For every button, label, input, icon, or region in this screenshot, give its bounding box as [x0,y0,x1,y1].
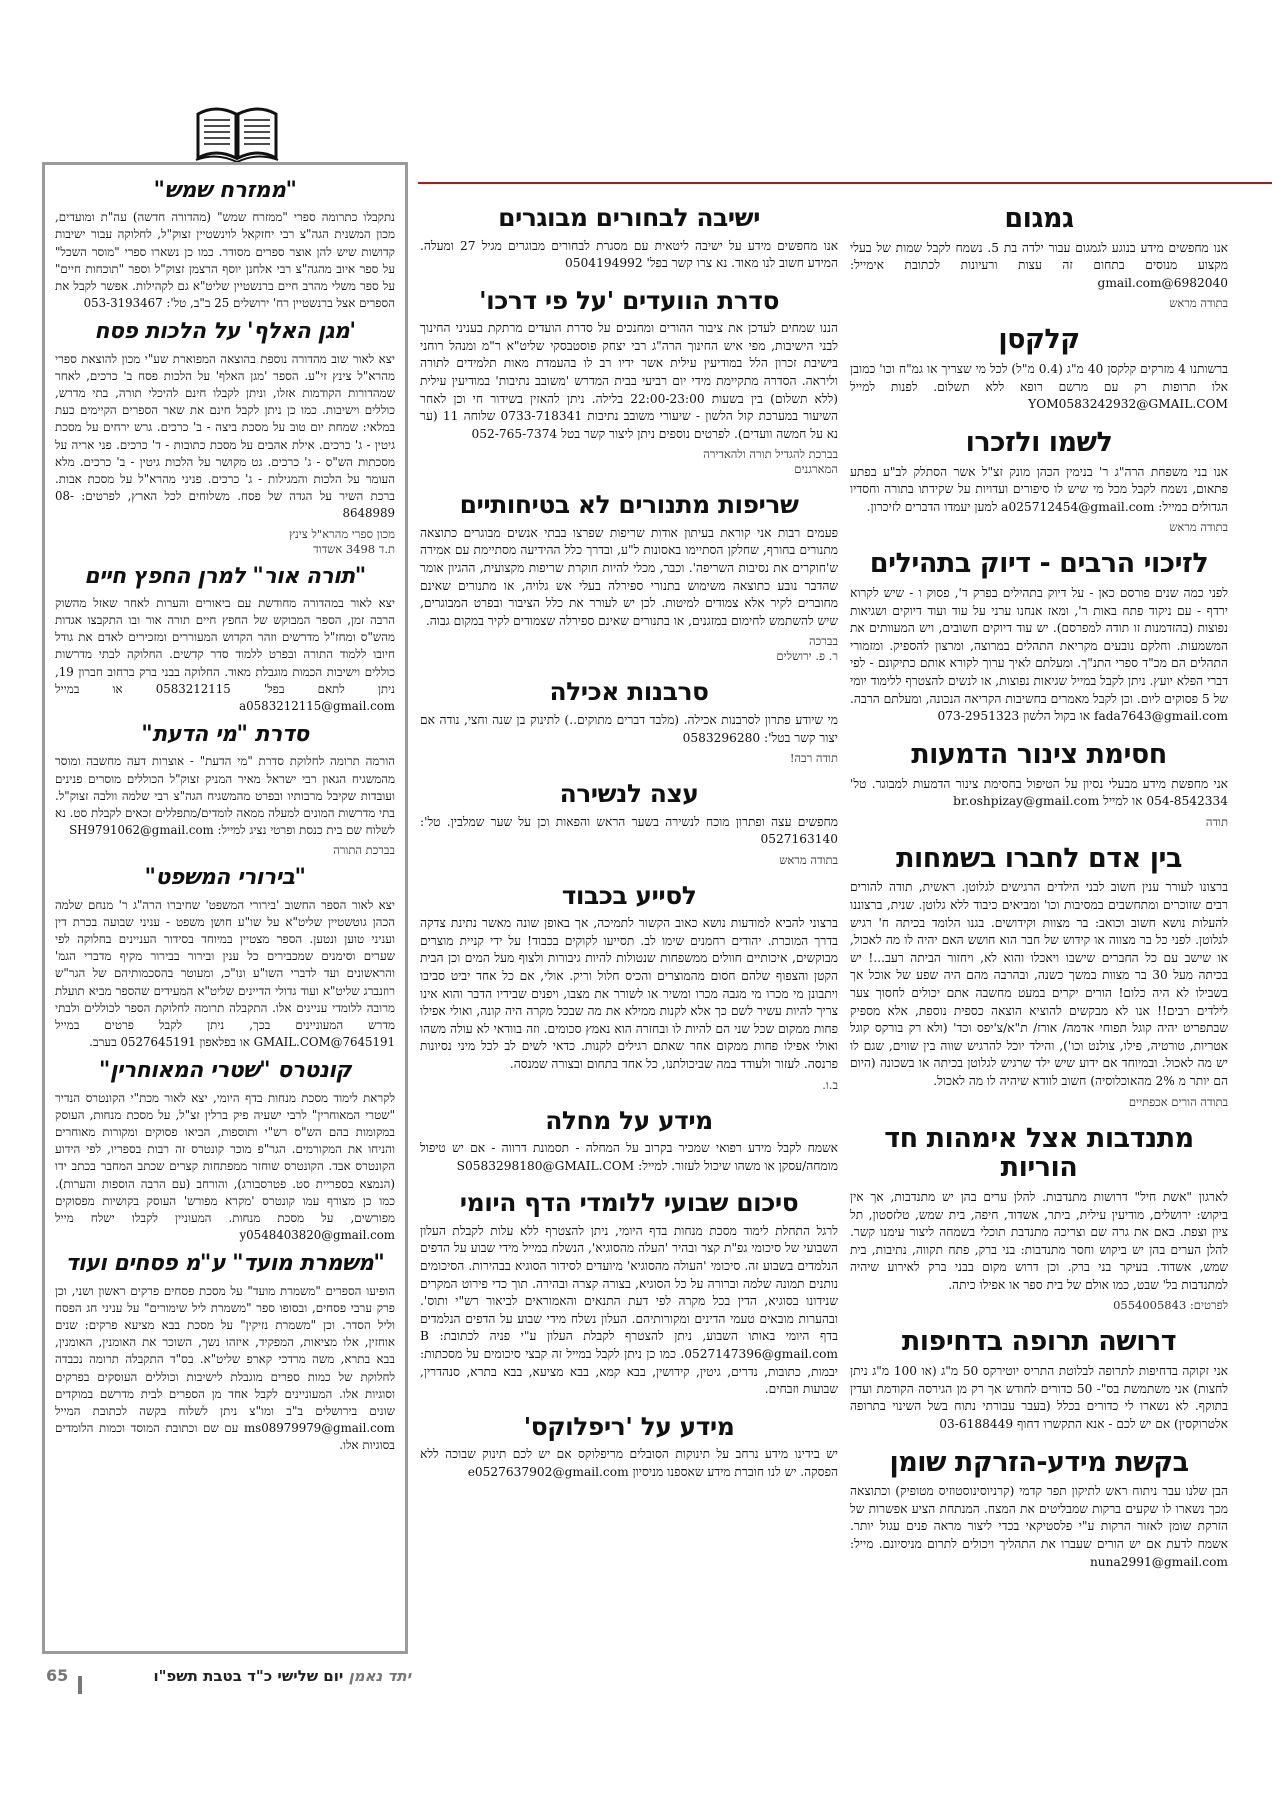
classified-ad [850,204,1228,311]
ad-body: הבן שלנו עבר ניתוח ראש לתיקון תפר קדמי (קרניוסינוסטוזיס מטופיק) וכתוצאה מכך נשארו לו שקעים ברקות שמבליטים את המצח. המנתחת הציע אפשרות של הזרקת שומן לאזור הרקות ע"י פלסטיקאי בכדי ליצור מראה פנים עגול יותר. אשמח לדעת אם יש הורים שעברו את התהליך ויכולים לתרום מניסיונם. מייל: nuna2991@gmail.com [850,1484,1228,1569]
signature-line: מכון ספרי מהרא"ל צינץ [289,526,395,541]
footer-divider [78,1676,82,1694]
classified-ad [55,866,395,1051]
ad-signature [850,520,1228,535]
classified-ad [850,740,1228,830]
right-column [850,200,1228,1680]
ad-signature [420,751,838,766]
classified-ad [55,320,395,556]
classified-ad [850,844,1228,1110]
classified-ad [420,204,838,273]
ad-title: "ממזרח שמש" [153,178,297,203]
ad-signature [420,447,838,477]
ad-title: מידע על מחלה [545,1105,713,1135]
page-footer [46,1666,411,1690]
ad-signature [55,527,395,557]
ad-title: "תורה אור" למרן החפץ חיים [84,563,366,589]
signature-line: בתודה מראש [1169,520,1228,535]
ad-body: ברשותנו 4 מזרקים קלקסן 40 מ"ג (0.4 מ"ל) לכל מי שצריך או גמ"ח וכו' כמובן אלו תרופות רק עם מרשם רופא ללא תשלום. לפנות למייל YOM0583242932@GMAIL.COM [850,362,1228,412]
ad-title: בין אדם לחברו בשמחות [896,842,1182,874]
ad-body: לקראת לימוד מסכת מנחות בדף היומי, יצא לאור מכת"י הקונטרס הנדיר "שטרי המאוחרין" לרבי ישעיה פיק ברלין זצ"ל, על מסכת מנחות, העוסק במקומות בהם הש"ס רש"י ותוספות, הביאו פסוקים ומקורות מאוחרים והניחו את המקורמים. הגר"פ מוכר קונטרס זה רבות בספריו, לפי הידוע הקונטרס אבד. הקונטרס שוחזר ממפתחות קצרים שכתב המחבר בכתב ידו (הנמצא בספריית סט. פטרסבורג), והורחב (עם הרבה הוספות והערות). כמו כן מצורף עמו קונטרס 'מקרא מפורש' העוסק בקושיות מפסוקים מפורשים, על מסכת מנחות. המעוניין לקבלו ישלח מייל y0548403820@gmail.com [55,1090,395,1243]
ad-title: סדרת הוועדים 'על פי דרכו' [479,285,779,315]
classified-ad [420,287,838,478]
ad-body: נתקבלו כתרומה ספרי "ממזרח שמש" (מהדורה חדשה) עה"ת ומועדים, מכון המשנית הגה"צ רבי יחזקאל לוינשטיין זצוק"ל, לחלוקה עבור ישיבות קדושות שיש להן אוצר ספרים מסודר. כמו כן נשארו ספרי "מוסר השכל" על ספר איוב מהגה"צ רבי אלחנן יוסף הרצמן זצוק"ל וספר "תוכחות חיים" על ספר משלי מהרב חיים ברנשטיין שליט"א גם לקהילות. אפשר לקבל את הספרים אצל ברנשטיין רח' ירושלים 25 ב"ב, טל': 053-3193467 [55,210,395,311]
classified-ad [850,1448,1228,1572]
ad-body: אנו מחפשים מידע בנוגע לגמגום עבור ילדה בת 5. נשמח לקבל שמות של בעלי מקצוע מנוסים בתחום זה עצות ורעיונות לכתובת אימייל: 6982040@gmail.com [850,240,1228,290]
ad-title: מידע על 'ריפלוקס' [523,1411,735,1441]
ad-body: אנו בני משפחת הרה"ג ר' בנימין הכהן מונק זצ"ל אשר הסתלק לב"ע בפתע פתאום, נשמח לקבל מכל מי שיש לו סיפורים ועדויות על שקידתו בתורה וחסדיו הגדולים במייל: a025712454@gmail.com למען יעמדו הדברים לזיכרון. [850,464,1228,514]
ad-body: פעמים רבות אני קוראת בעיתון אודות שריפות שפרצו בבתי אנשים מבוגרים כתוצאה מתנורים בחורף, שחלקן הסתיימו באסונות ל"ע, ובדרך כלל ההידיעה מסתיימת עם אמירה ש'חוקרים את נסיבות השריפה'. וכבר, מכלי להיות חוקרת שריפות מקצועית, ההגיון אומר שהדבר נובע כתוצאה משימוש בתנורי ספירלה בעלי אש גלויה, או מתנורים שאינם מחוברים לקיר אלא צמודים למיטות. לכן יש לעורר את כלל הציבור ובפרט המבוגרים, שיש להשתמש לחימום במזגנים, או בתנורים שאינם ספירלה שצמודים לקיר במקום גבוה. [420,525,838,628]
classified-ad [420,1107,838,1176]
signature-line: בברכת התורה [333,843,395,858]
ad-title: לשמו ולזכרו [965,426,1113,458]
ad-title: עצה לנשירה [559,779,699,809]
ad-body: יצא לאור הספר החשוב 'בירורי המשפט' שחיברו הרה"ג ר' מנחם שלמה הכהן גוטשטיין שליט"א על שו"ע חושן משפט - עניני שבועה בכרת דין ועניני טוען ונטען. הספר מצטיין במיוחד בסידור העניינים בחלוקה לפי שערים וסימנים שמכבירים כל ענין ובירור בבירור מקיף מדברי הגמ' והראשונים ועד לדברי השו"ע ונו"כ, ומעוטר בהסכמותיהם של הגר"ש רוזנברג שליט"א ועוד גדולי הדיינים שליט"א המעידים שהספר מביא תועלת מרובה ללומדי עניינים אלו. התקבלה תרומה לחלוקת הספר לכוללים ולבתי מדרש המעוניינים בכך, ניתן לקבל פרטים במייל 7645191@GMAIL.COM או בפלאפון 0527645191 בערב. [55,897,395,1050]
ad-body: מי שיודע פתרון לסרבנות אכילה. (מלבד דברים מתוקים..) לתינוק בן שנה וחצי, נודה אם יצור קשר בטל': 0583296280 [420,712,838,745]
classified-ad [850,549,1228,725]
side-column [55,175,395,1643]
ad-title: חסימת צינור הדמעות [911,738,1167,770]
ad-title: 'מגן האלף' על הלכות פסח [94,319,356,345]
ad-signature [850,1095,1228,1110]
ad-body: יצא לאור במהדורה מחודשת עם ביאורים והערות לאחר שאזל מהשוק הרבה זמן, הספר המבוקש של החפץ חיים תורה אור ובו התקבצו אגדות מהש"ס ומחז"ל מדרשים וזהר הקדוש המעוררים ומזכירים לאדם את גודל חיובו ללמוד התורה ובפרט ללמוד סדר קדשים. החלוקה לבתי מדרשות כוללים וישיבות הכמות מוגבלת מאוד. החלוקה בבני ברק ברחוב חברון 19, ניתן לתאם בפל' 0583212115 או במייל a0583212115@gmail.com [55,595,395,714]
signature-line: בתודה מראש [1169,296,1228,311]
ad-title: בקשת מידע-הזרקת שומן [889,1446,1189,1478]
ad-title: לזיכוי הרבים - דיוק בתהילים [869,548,1209,580]
ad-body: הופיעו הספרים "משמרת מועד" על מסכת פסחים פרקים ראשון ושני, וכן פרק ערבי פסחים, ובסופו ספר "משמרת ליל שימורים" על עניני חג הפסח וליל הסדר. וכן "משמרת נזיקין" על מסכת בבא מציעא פרקים: שנים אוחזין, אלו מציאות, המפקיד, איזהו נשך, השוכר את האומנין, האומנין, בבא בתרא, משה מרדכי קארפ שליט"א. בס"ד התקבלה תרומה נכבדה לחלוקת של כמות ספרים מוגבלת לישיבות וכוללים העוסקים בפרקים וסוגיות אלו. המעוניינים לקבל אחד מן הספרים לבית מדרשם במוקדים שונים בירושלים ב"ב ומו"צ ניתן לשלוח בקשה לכתובת המייל ms08979979@gmail.com עם שם וכתובת המוסד וכמות הלומדים בסוגיות אלו. [55,1283,395,1453]
classified-ad [420,882,838,1093]
ad-body: לפני כמה שנים פורסם כאן - על דיוק בתהילים בפרק ד', פסוק ו - שיש לקרוא ירדף - עם ניקוד פתח באות ר', ומאז אנחנו ערני על עוד ועוד דיוקים ושגיאות נפוצות (בהזדמנות זו תודה למפרסם). יש עוד דיוקים חשובים, ויש המעוותים את המשמעות. וחלקם נובעים מקריאת התהלים במרוצה, ומרצון להספיק. ומזמורי התהלים הם מכ"ד ספרי התנ"ך. ומעלתם לאיך ערוך לקורא אותם כתיקונם - לפי דברי הפלא יועץ. ניתן לקבל במייל שגיאות נפוצות, או לנשים להצטרף ללימוד יומי של 5 פסוקים ליום. וכן לקבל מאמרים בחשיבות הקריאה הנכונה, ומעלתם הרבה. fada7643@gmail.com או בקול הלשון 073-2951323 [850,586,1228,724]
ad-body: לארגון "אשת חיל" דרושות מתנדבות. להלן ערים בהן יש מתנדבות, אך אין ביקוש: ירושלים, מודיעין עילית, ביתר, אשדוד, חיפה, בית שמש, טלזסטון, תל ציון וצפת. באם את גרה שם וצריכה מתנדבת תוכלי בשמחה ליצור עימנו קשר. להלן הערים בהן יש ביקוש וחסר מתנדבות: בני ברק, פתח תקווה, נתיבות, בית שמש, אשדוד. בעיקר בני ברק. וכן דרוש מקום בבני ברק לאירוע שיהיה למתנדבות בל' שבט, כמו אולם של בית ספר או אפילו כיתה. [850,1189,1228,1292]
signature-line: בתודה מראש [779,852,838,867]
classified-ad [420,678,838,766]
open-book-icon [194,100,280,164]
ad-body: לרגל התחלת לימוד מסכת מנחות בדף היומי, ניתן להצטרף ללא עלות לקבלת העלון השבועי של סיכומי גפ"ת קצר ובהיר 'העלה מהסוגיא', הנשלח במייל מידי שבוע על הדפים הנלמדים בשבוע זה. סיכומי 'העולה מהסוגיא' מיועדים לסידור הסוגיא בבהירות. הסיכומים נותנים תמונה שלמה וברורה על כל הסוגיא, בצורה קצרה ובהירה. תוך כדי פירוט המקרים שנידונו בסוגיא, הדין בכל מקרה לפי דעת התנאים והאמוראים לביאור רש"י ותוס'. ובהערות מובאים טעמי הדינים ומקורותיהם. העלון נשלח מידי שבוע על הדפים הנלמדים בדף היומי באותו השבוע, ניתן להצטרף לקבלת העלון ע"י פניה לכתובת: B 0527147396@gmail.com. כמו כן ניתן לקבל במייל זה קבצי סיכומים על מסכתות: יבמות, כתובות, נדרים, גיטין, קידושין, בבא קמא, בבא מציעא, בבא בתרא, סנהדרין, שבועות וזבחים. [420,1223,838,1397]
ad-body: יצא לאור שוב מהדורה נוספת בהוצאה המפוארת שע"י מכון להוצאת ספרי מהרא"ל צינץ זי"ע. הספר 'מגן האלף' על הלכות פסח ב' כרכים, לאחר שמהדורות הקודמות אזלו, וניתן לקבלו חינם להיכלי תורה, בתי מדרש, כוללים וישיבות. כמו כן ניתן לקבל חינם את שאר הספרים הקיימים כעת במלאי: שמחת יום טוב על מסכת ביצה - ב' כרכים. גרש ירחים על מסכת גיטין - ג' כרכים. אילת אהבים על מסכת כתובות - ד' כרכים. פני אריה על מסכתות הש"ס - ג' כרכים. גט מקושר על הלכות גיטין - ב' כרכים. מלא העומר על הלכות והמגילות - ג' כרכים. פניני מהרא"ל על מסכת אבות. ברכת השיר על הגדה של פסח. משלוחים לכל הארץ, לפרטים: 08-8648989 [55,351,395,521]
signature-line: לפרטים: 0554005843 [1113,1298,1228,1313]
ad-body: הורמה תרומה לחלוקת סדרת "מי הדעת" - אוצרות דעה מחשבה ומוסר מהמשגיח הגאון רבי ישראל מאיר המניק זצוק"ל הכוללים מוסרים פנינים ועובדות שקיבל מרבותיו ובפרט מהמשגיח הגה"צ רבי שלמה וולבה זצוק"ל. בתי מדרשות המונים למעלה ממאה לומדים/מתפללים זכאים לקבלת סט. נא לשלוח שם בית כנסת ופרטי נציג למייל: SH9791062@gmail.com [55,754,395,838]
ad-body: אשמח לקבל מידע רפואי שמכיר בקרוב על המחלה - תסמונת דרווה - אם יש טיפול מומחה/עסקן או משהו שיכול לעזור. למייל: S0583298180@GMAIL.COM [420,1141,838,1173]
classified-ad [55,1252,395,1454]
ad-signature [420,1078,838,1093]
classified-ad [420,780,838,868]
signature-line: ב.ו. [822,1077,838,1092]
signature-line: ר. פ. ירושלים [776,649,838,664]
ad-title: "משמרת מועד" ע"מ פסחים ועוד [65,1251,385,1277]
ad-title: גמגום [1004,203,1074,234]
middle-column [420,200,838,1680]
signature-line: בברכה [809,634,838,649]
ad-body: יש בידינו מידע נרחב על תינוקות הסובלים מריפלוקס אם יש לכם תינוק שבוכה ללא הפסקה. יש לנו חוברת מידע שאספנו מניסיון e0527637902@gmail.com [420,1447,838,1479]
ad-signature [420,634,838,664]
classified-ad [850,428,1228,535]
ad-body: ברצונו לעורר ענין חשוב לבני הילדים הרגישים לגלוטן. ראשית, תודה להורים רבים שזוכרים ומתחשבים במסיבות וכו' ומביאים כיבוד ללא גלוטן. שנית, ברצוננו להעלות נושא חשוב וכואב: בר מצוות וקידושים. בגנו הלומד בכיתה ח' רגיש לגלוטן. לפני כל בר מצווה או קידוש של חבר הוא חושש האם יהיה לו מה לאכול, או שישב עם כל החברים שישבו ויאכלו והוא לא, ויחזור הביתה רעב...! יש בכיתה מעל 30 בר מצוות במשך כשנה, ובהרבה מהם היה שפע של אוכל אך בשבילו לא היה כלום! הורים יקרים במעט מחשבה אתם יכולים לחסוך צער לילדים רבים!! אנו לא מבקשים להוציא הוצאה כספית נוספת, אלא מספיק שבתפריט יהיה קוגל תפוחי אדמה/ אורז/ ת"א/צ'יפס וכד' (ולא רק בורקס קוגל אטריות, טורטיה, פילו, צולנט וכו'), והילד יוכל להרגיש שווה בין שווים, שגם לו יש מה לאכול. ובמיוחד אם ידוע שיש ילד שרגיש לגלוטן בכיתה או בשכונה (היום הם יותר מ 2% מהאוכלוסיה) חשוב לוודא שיהיה לו מה לאכול. [850,880,1228,1088]
ad-signature [850,296,1228,311]
ad-body: ברצוני להביא למודעות נושא כאוב הקשור לתמיכה, אך באופן שונה מאשר נתינת צדקה בדרך המוכרת. יהודים רחמנים שימו לב. תסייעו לקוקים בכבוד! על ידי קניית מוצרים מבוקשים, איכותיים חוולים ממשפחות שנטולות להיות גיבורות ולצוף מעל המים וכן הבית הקטן והצפוף שלהם חסום מהמוצרים והכיס חלול וריק. אולי, אם כל אחד יביט סביבו ויתבונן מי מכרו מי מגבה מכרו ומשיר או לשורר את מצבו, ויפנים שבידיו הדבר והוא אינו צריך להיות עשיר לשם כך אלא לקנות ממילא את מה שבכל מקרה היה קונה, ואולי אפילו פחות ממקום שכל שני הם להיות לו ובחזרה הוא נאמץ סכומים. וזה בוודאי לא עולה משהו ואולי אפילו פחות ממקום אחר שאתם רגילים לקנות. כדאי לשים לב לכל מיני נסיונות פרנסה. לעזור ולעודד במה שביכולתנו, כל אחד בתחום ובצורה שמנסה. [420,916,838,1072]
signature-line: תודה רבה! [789,751,838,766]
ad-title: קלקסן [998,324,1080,356]
classified-ad [420,491,838,664]
classified-ad [420,1413,838,1482]
signature-line: תודה [1205,814,1228,829]
ad-body: אני מחפשת מידע מבעלי נסיון על הטיפול בחסימת צינור הדמעות למבוגר. טל' 054-8542334 או למייל br.oshpizay@gmail.com [850,776,1228,809]
ad-signature [420,853,838,868]
issue-date: יום שלישי כ"ד בטבת תשפ"ו [153,1667,344,1685]
classified-ad [850,1327,1228,1433]
ad-signature [55,843,395,858]
newspaper-name: יתד נאמן [348,1667,411,1685]
classified-ad [55,565,395,716]
classified-ad [55,723,395,858]
classified-ad [55,179,395,312]
ad-signature [850,815,1228,830]
ad-title: דרושה תרופה בדחיפות [901,1326,1177,1358]
signature-line: ת.ד 3498 אשדוד [313,541,395,556]
side-column-box [42,162,408,1654]
ad-body: אני זקוקה בדחיפות לתרופה לבלוטת התריס יוטירקס 50 מ"ג (או 100 מ"ג ניתן לחצות) אני משתמשת בס"- 50 כדורים לחודש אך רק מן הגירסה הקודמת ועדין בתוקף. לא נשארו לי כדורים בכלל (בעבר עבורתי נתוח בשל השינוי בתרופה אלטרוקסין) אם יש לכם - אנא התקשרו דחוף 03-6188449 [850,1364,1228,1431]
classified-ad [850,1124,1228,1314]
classified-ad [55,1059,395,1244]
ad-signature [850,1298,1228,1313]
ad-title: "בירורי המשפט" [144,865,306,891]
signature-line: בברכת להגדיל תורה ולהאדירה [703,447,838,462]
ad-title: סדרת "מי הדעת" [141,722,309,748]
ad-title: קונטרס "שטרי המאוחרין" [98,1058,352,1084]
page-number: 65 [46,1666,69,1685]
top-red-rule [418,182,1272,184]
ad-body: הננו שמחים לעדכן את ציבור ההורים ומחנכים על סדרת הועדים מרתקת בעניני החינוך לבני הישיבות, מפי איש החינוך הרה"ג רבי יצחק פוסטבסקי שליט"א ר"מ ומנהל רוחני בישיבת זכרון הלל במודיעין עילית אשר ידיו רב לו בהעמדת מאות תלמידים לתורה וליראה. הסדרה מתקיימת מידי יום רביעי בבית המדרש 'משובב נתיבות' במודיעין עילית (ללא תשלום) בין בשעות 22:00-23:00 בלילה. ניתן להאזין בשידור חי וכן לאחר השיעור במערכת קול הלשון - שיעורי משובב נתיבות 0733-718341 שלוחה 11 (ער נא על חמשה וועדים). לפרטים נוספים ניתן ליצור קשר בטל 052-765-7374 [420,321,838,441]
ad-body: אנו מחפשים מידע על ישיבה ליטאית עם מסגרת לבחורים מבוגרים מגיל 27 ומעלה. המידע חשוב לנו מאוד. נא צרו קשר בפל' 0504194992 [420,238,838,271]
ad-title: לסייע בכבוד [561,880,697,910]
signature-line: בתודה הורים אכפתיים [1128,1094,1228,1109]
ad-body: מחפשים עצה ופתרון מוכח לנשירה בשער הראש והפאות וכן על שער שמלבין. טל': 0527163140 [420,814,838,847]
classified-ad [850,325,1228,413]
signature-line: המארגנים [794,462,838,477]
ad-title: מתנדבות אצל אימהות חד הוריות [884,1122,1194,1184]
ad-title: סיכום שבועי ללומדי הדף היומי [459,1188,799,1218]
ad-title: ישיבה לבחורים מבוגרים [498,203,760,232]
classified-ad [420,1189,838,1398]
footer-text [153,1667,411,1685]
ad-title: שריפות מתנורים לא בטיחותיים [459,490,799,520]
ad-title: סרבנות אכילה [549,677,709,707]
